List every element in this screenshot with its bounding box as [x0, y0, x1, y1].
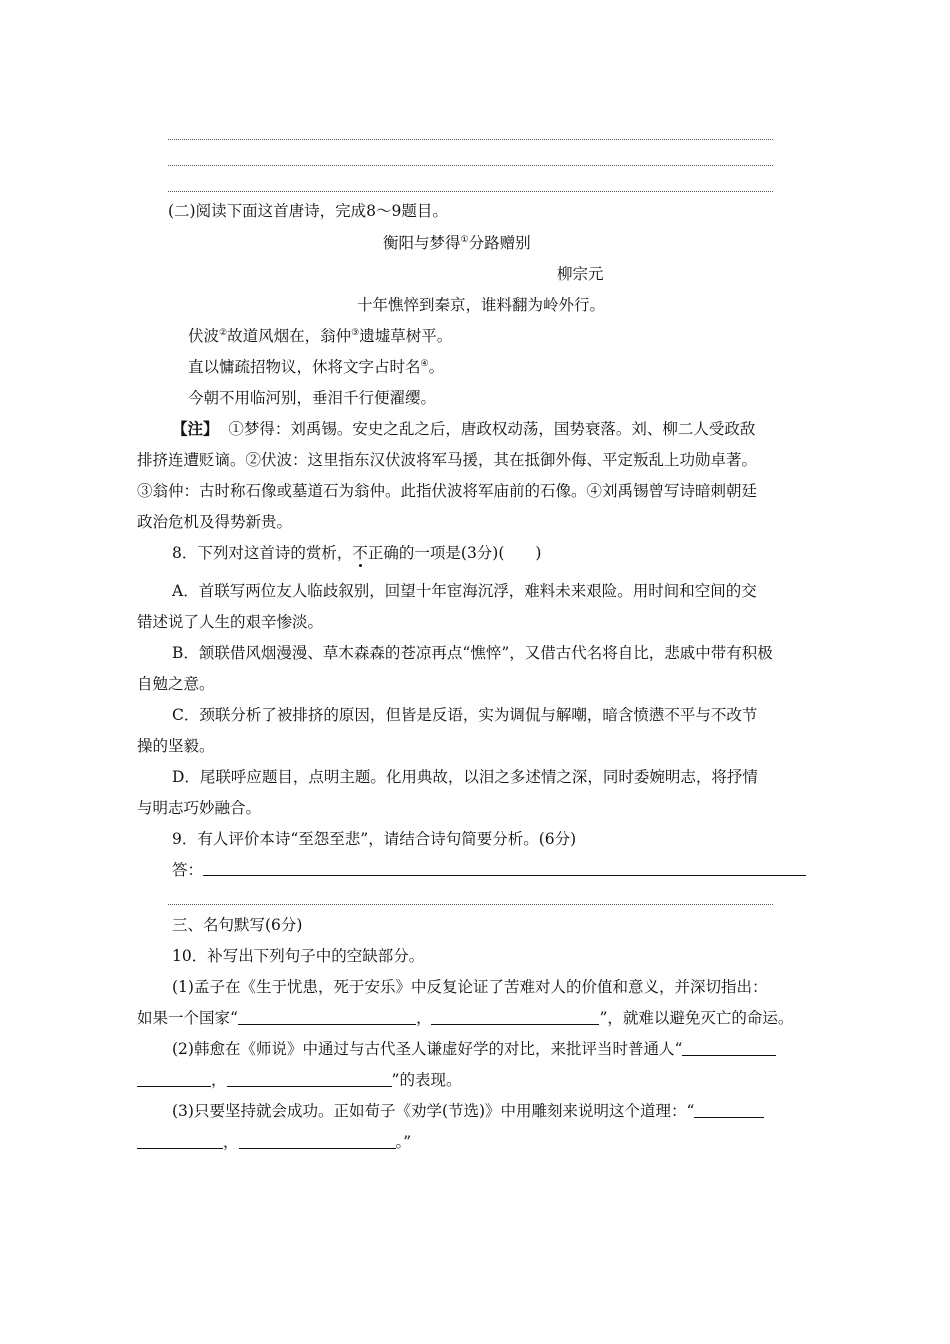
- answer-dotted-line: [168, 165, 773, 166]
- option-b-line-1: B．颔联借风烟漫漫、草木森森的苍凉再点“憔悴”，又借古代名将自比，悲戚中带有积极: [172, 644, 773, 662]
- option-b-line-2: 自勉之意。: [137, 675, 215, 693]
- fill-blank[interactable]: [227, 1070, 392, 1087]
- section3-heading: 三、名句默写(6分): [172, 916, 303, 934]
- q10-part2-line-1: (2)韩愈在《师说》中通过与古代圣人谦虚好学的对比，来批评当时普通人“: [172, 1038, 776, 1060]
- poem-line-4: 今朝不用临河别，垂泪千行便濯缨。: [188, 389, 437, 407]
- answer-line[interactable]: [203, 875, 806, 876]
- question-9-stem: 9．有人评价本诗“至怨至悲”，请结合诗句简要分析。(6分): [172, 830, 577, 848]
- poem-notes-line-1: 【注】 ①梦得：刘禹锡。安史之乱之后，唐政权动荡，国势衰落。刘、柳二人受政敌: [172, 419, 756, 438]
- answer-dotted-line: [168, 191, 773, 192]
- poem-notes-line-2: 排挤连遭贬谪。②伏波：这里指东汉伏波将军马援，其在抵御外侮、平定叛乱上功勋卓著。: [137, 451, 758, 469]
- poem-line-3: 直以慵疏招物议，休将文字占时名④。: [188, 358, 445, 376]
- emphasis-mark: 不: [352, 544, 368, 562]
- fill-blank[interactable]: [137, 1070, 211, 1087]
- poem-title: 衡阳与梦得①分路赠别: [383, 234, 531, 252]
- q10-part2-line-2: ， ”的表现。: [137, 1069, 461, 1091]
- q10-part1-line-2: 如果一个国家“ ， ”，就难以避免灭亡的命运。: [137, 1009, 794, 1027]
- poem-line-2: 伏波②故道风烟在，翁仲③遗墟草树平。: [188, 327, 453, 345]
- q10-part3-line-2: ， 。”: [137, 1131, 411, 1153]
- section2-heading: (二)阅读下面这首唐诗，完成8～9题目。: [168, 202, 448, 220]
- fill-blank[interactable]: [137, 1132, 223, 1149]
- note-label: 【注】: [172, 419, 219, 438]
- question-10-stem: 10．补写出下列句子中的空缺部分。: [172, 947, 425, 965]
- q10-part1-line-1: (1)孟子在《生于忧患，死于安乐》中反复论证了苦难对人的价值和意义，并深切指出：: [172, 978, 768, 996]
- option-c-line-2: 操的坚毅。: [137, 737, 215, 755]
- question-8-stem: 8．下列对这首诗的赏析，不正确的一项是(3分)( ): [172, 544, 542, 562]
- poem-notes-line-4: 政治危机及得势新贵。: [137, 513, 293, 531]
- answer-dotted-line: [168, 139, 773, 140]
- fill-blank[interactable]: [238, 1008, 416, 1025]
- fill-blank[interactable]: [682, 1039, 776, 1056]
- poem-line-1: 十年憔悴到秦京，谁料翻为岭外行。: [357, 296, 606, 314]
- answer-label: 答：: [172, 861, 204, 879]
- fill-blank[interactable]: [694, 1101, 764, 1118]
- option-c-line-1: C．颈联分析了被排挤的原因，但皆是反语，实为调侃与解嘲，暗含愤懑不平与不改节: [172, 706, 758, 724]
- option-d-line-1: D．尾联呼应题目，点明主题。化用典故，以泪之多述情之深，同时委婉明志，将抒情: [172, 768, 758, 786]
- poem-notes-line-3: ③翁仲：古时称石像或墓道石为翁仲。此指伏波将军庙前的石像。④刘禹锡曾写诗暗刺朝廷: [137, 482, 758, 500]
- q10-part3-line-1: (3)只要坚持就会成功。正如荀子《劝学(节选)》中用雕刻来说明这个道理：“: [172, 1100, 764, 1122]
- option-a-line-2: 错述说了人生的艰辛惨淡。: [137, 613, 324, 631]
- fill-blank[interactable]: [239, 1132, 396, 1149]
- answer-dotted-line: [168, 904, 773, 905]
- fill-blank[interactable]: [431, 1008, 599, 1025]
- option-d-line-2: 与明志巧妙融合。: [137, 799, 262, 817]
- option-a-line-1: A．首联写两位友人临歧叙别，回望十年宦海沉浮，难料未来艰险。用时间和空间的交: [172, 582, 757, 600]
- poem-author: 柳宗元: [557, 265, 604, 283]
